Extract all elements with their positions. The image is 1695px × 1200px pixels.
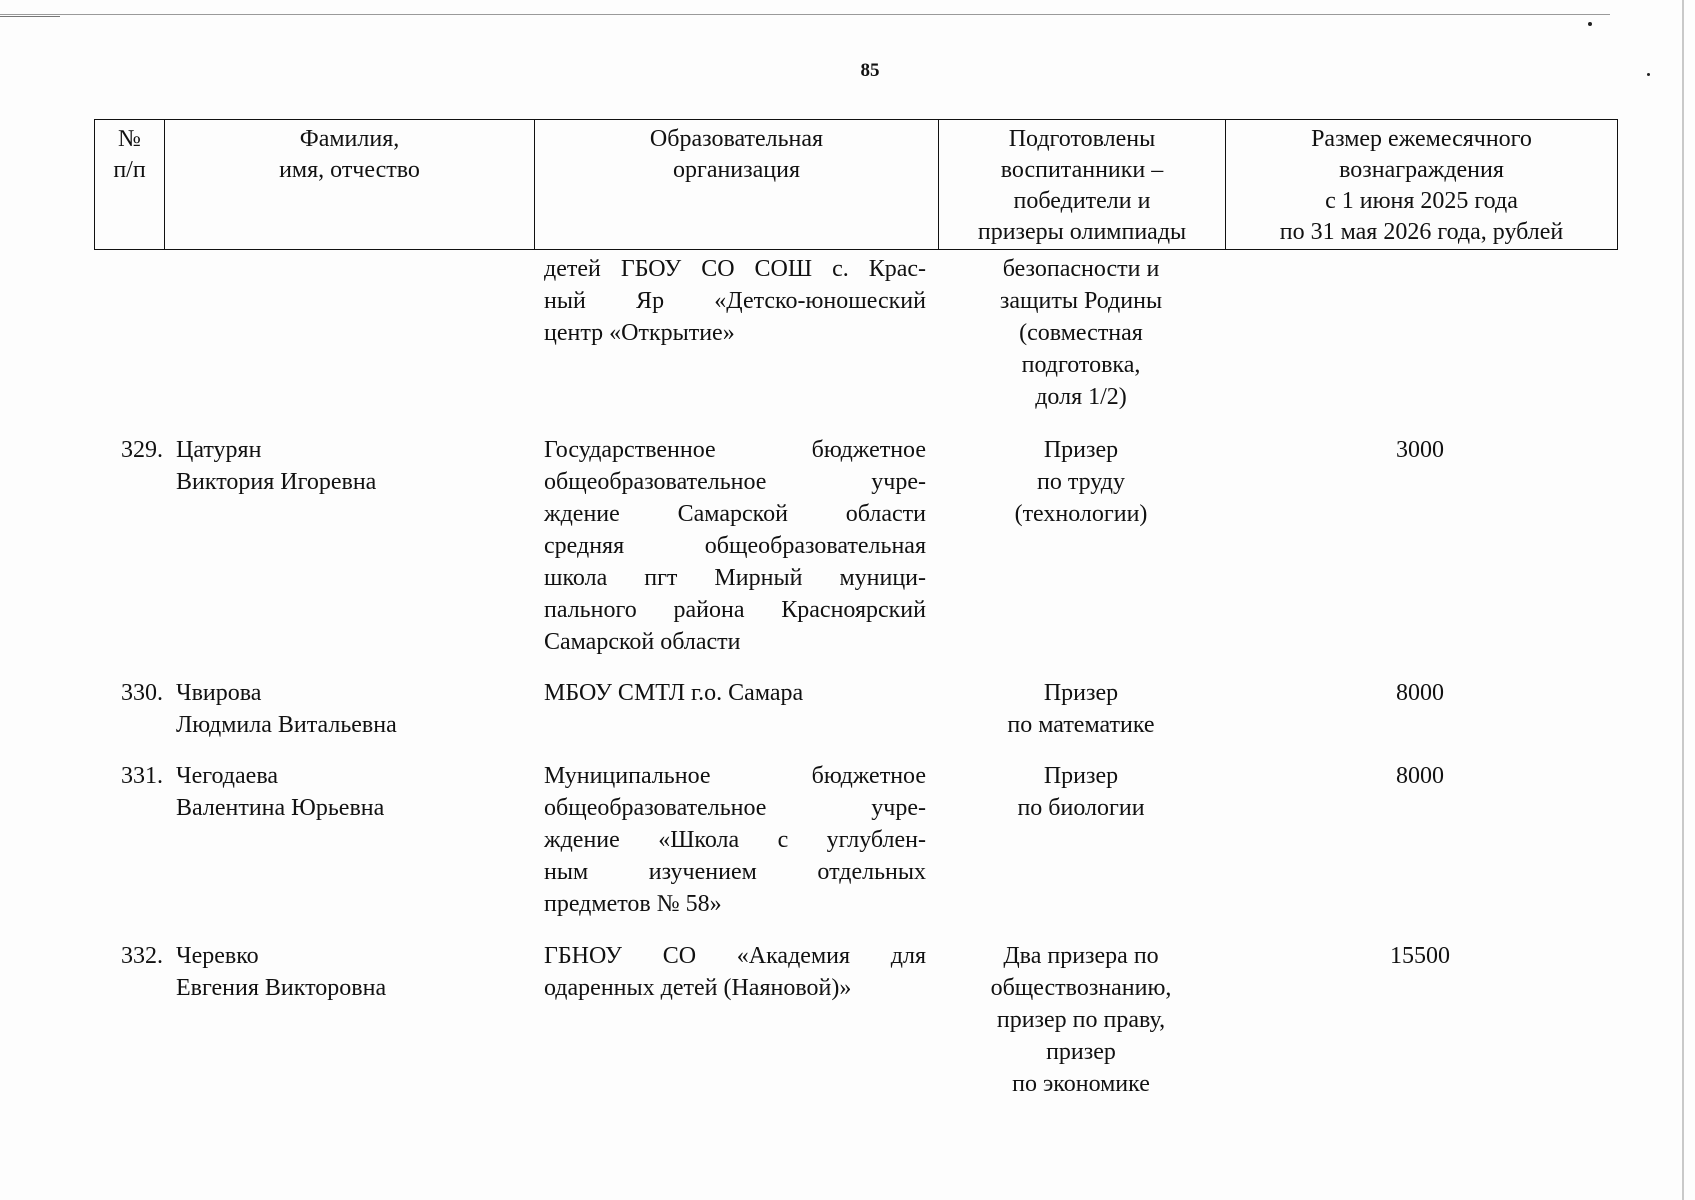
continuation-organization xyxy=(544,253,926,349)
row-award: Призер по математике xyxy=(1007,680,1155,738)
row-number: 329. xyxy=(121,437,163,463)
row-award: Призер по биологии xyxy=(1017,763,1145,821)
row-amount: 8000 xyxy=(1396,680,1444,706)
org-line: общеобразовательное учре- xyxy=(544,469,926,495)
header-monthly-reward: Размер ежемесячного вознаграждения с 1 июня 2025 года по 31 мая 2026 года, рублей xyxy=(1279,126,1564,245)
org-line: МБОУ СМТЛ г.о. Самара xyxy=(544,680,804,706)
row-number: 330. xyxy=(121,680,163,706)
org-line: ный Яр «Детско-юношеский xyxy=(544,288,926,314)
page-number: 85 xyxy=(860,60,880,81)
org-line: одаренных детей (Наяновой)» xyxy=(544,975,852,1001)
org-line: ГБНОУ СО «Академия для xyxy=(544,943,926,969)
row-organization xyxy=(544,677,926,709)
org-line: Муниципальное бюджетное xyxy=(544,763,926,789)
header-trained-winners: Подготовлены воспитанники – победители и призеры олимпиады xyxy=(939,120,1226,249)
row-number: 332. xyxy=(121,943,163,969)
org-line: средняя общеобразовательная xyxy=(544,533,926,559)
org-line: пального района Красноярский xyxy=(544,597,926,623)
row-organization xyxy=(544,434,926,658)
continuation-award: безопасности и защиты Родины (совместная подготовка, доля 1/2) xyxy=(999,256,1163,410)
row-full-name: Чвирова Людмила Витальевна xyxy=(176,680,397,738)
org-line: ным изучением отдельных xyxy=(544,859,926,885)
org-line: Самарской области xyxy=(544,629,741,655)
row-organization xyxy=(544,940,926,1004)
scan-border-line xyxy=(0,16,60,17)
org-line: ждение Самарской области xyxy=(544,501,926,527)
org-line: школа пгт Мирный муници- xyxy=(544,565,926,591)
org-line: Государственное бюджетное xyxy=(544,437,926,463)
row-amount: 3000 xyxy=(1396,437,1444,463)
row-award: Призер по труду (технологии) xyxy=(1014,437,1148,527)
row-number: 331. xyxy=(121,763,163,789)
header-full-name: Фамилия, имя, отчество xyxy=(165,120,535,249)
scan-page-edge xyxy=(1682,0,1684,1200)
table-header xyxy=(94,119,1618,250)
header-number: № п/п xyxy=(95,120,165,249)
row-full-name: Цатурян Виктория Игоревна xyxy=(176,437,377,495)
header-organization: Образовательная организация xyxy=(535,120,939,249)
org-line: центр «Открытие» xyxy=(544,320,735,346)
row-organization xyxy=(544,760,926,920)
row-full-name: Черевко Евгения Викторовна xyxy=(176,943,387,1001)
row-amount: 8000 xyxy=(1396,763,1444,789)
org-line: общеобразовательное учре- xyxy=(544,795,926,821)
row-amount: 15500 xyxy=(1390,943,1450,969)
scan-border-line xyxy=(0,14,1610,15)
org-line: детей ГБОУ СО СОШ с. Крас- xyxy=(544,256,926,282)
row-full-name: Чегодаева Валентина Юрьевна xyxy=(176,763,385,821)
row-award: Два призера по обществознанию, призер по праву, призер по экономике xyxy=(990,943,1172,1097)
org-line: предметов № 58» xyxy=(544,891,722,917)
scan-speck xyxy=(1588,22,1592,26)
org-line: ждение «Школа с углублен- xyxy=(544,827,926,853)
